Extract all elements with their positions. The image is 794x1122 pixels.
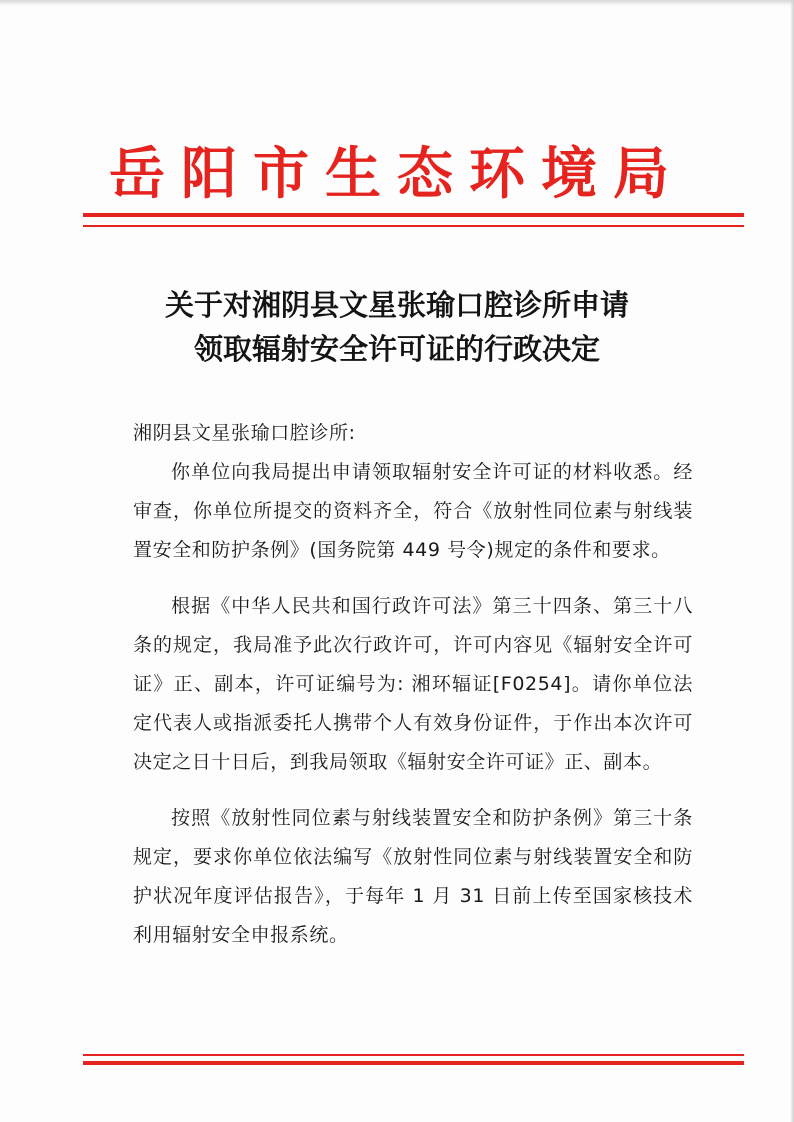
header-rule-thin xyxy=(83,225,744,227)
document-title-line-2: 领取辐射安全许可证的行政决定 xyxy=(193,332,600,366)
document-title-line-1: 关于对湘阴县文星张瑜口腔诊所申请 xyxy=(164,288,629,322)
document-title xyxy=(0,283,794,371)
scan-edge-top xyxy=(0,0,794,6)
paragraph-3: 按照《放射性同位素与射线装置安全和防护条例》第三十条规定，要求你单位依法编写《放射性同位素与射线装置安全和防护状况年度评估报告》，于每年 1 月 31 日前上传至国家核技术利用辐射安全申报系统。 xyxy=(133,807,693,946)
agency-masthead: 岳阳市生态环境局 xyxy=(109,141,685,207)
header-rule-thick xyxy=(83,213,744,217)
document-body xyxy=(133,414,693,955)
salutation: 湘阴县文星张瑜口腔诊所: xyxy=(133,422,356,444)
footer-rule-thick xyxy=(83,1061,744,1065)
paragraph-2: 根据《中华人民共和国行政许可法》第三十四条、第三十八条的规定，我局准予此次行政许可，许可内容见《辐射安全许可证》正、副本，许可证编号为: 湘环辐证[F0254]。请你单位法定代表人或指派委托人携带个人有效身份证件，于作出本次许可决定之日十日后，到我局领取《辐射安全许可证》正、副本。 xyxy=(133,595,693,773)
paragraph-1: 你单位向我局提出申请领取辐射安全许可证的材料收悉。经审查，你单位所提交的资料齐全，符合《放射性同位素与射线装置安全和防护条例》(国务院第 449 号令)规定的条件和要求。 xyxy=(133,461,693,561)
footer-rule-thin xyxy=(83,1054,744,1056)
